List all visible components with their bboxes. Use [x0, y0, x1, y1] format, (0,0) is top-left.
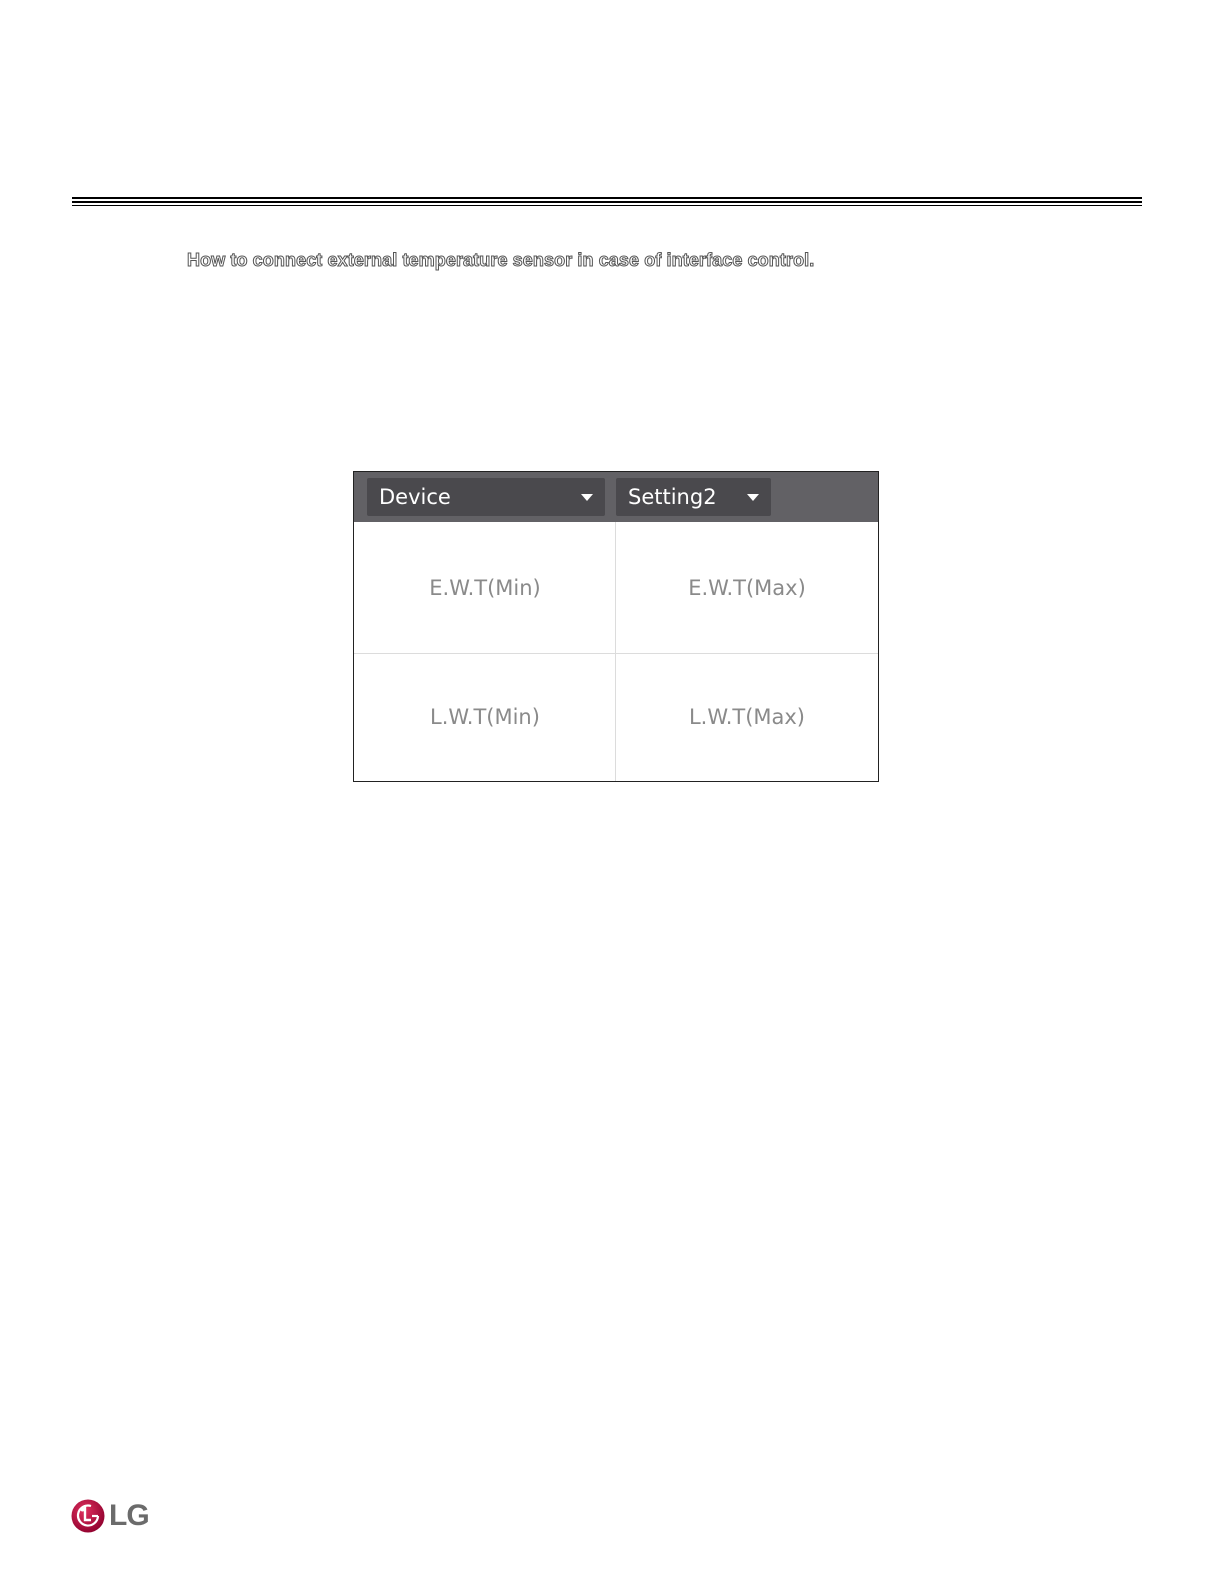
lwt-max-label: L.W.T(Max) — [688, 705, 806, 729]
chevron-down-icon — [747, 494, 759, 501]
lwt-min-label: L.W.T(Min) — [430, 705, 540, 729]
panel-header — [354, 472, 878, 522]
ewt-max-button[interactable] — [616, 522, 878, 653]
device-dropdown-label: Device — [379, 485, 451, 509]
header-rule-middle — [72, 201, 1142, 203]
header-rule-bottom — [72, 205, 1142, 206]
setting-dropdown-label: Setting2 — [628, 485, 717, 509]
device-dropdown[interactable] — [367, 478, 605, 516]
chevron-down-icon — [581, 494, 593, 501]
setting-grid — [354, 522, 878, 781]
settings-panel — [353, 471, 879, 782]
lwt-min-button[interactable] — [354, 653, 616, 781]
ewt-min-button[interactable] — [354, 522, 616, 653]
instruction-text: How to connect external temperature sensor in case of interface control. — [187, 250, 815, 270]
lg-face-icon — [71, 1497, 107, 1535]
ewt-max-label: E.W.T(Max) — [688, 575, 806, 600]
header-rule-top — [72, 197, 1142, 199]
lg-wordmark: LG — [109, 1499, 149, 1532]
lg-logo — [71, 1497, 151, 1535]
setting-dropdown[interactable] — [616, 478, 771, 516]
lwt-max-button[interactable] — [616, 653, 878, 781]
ewt-min-label: E.W.T(Min) — [429, 575, 541, 600]
